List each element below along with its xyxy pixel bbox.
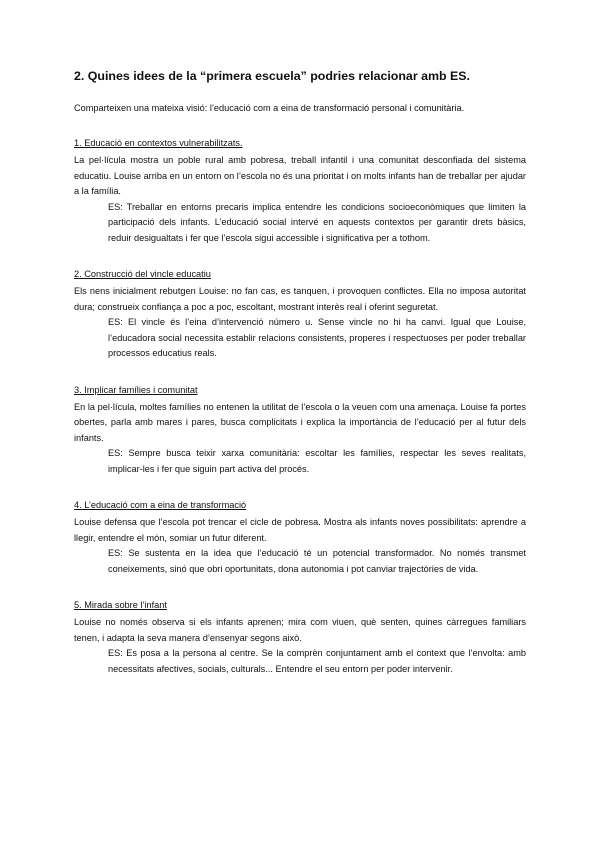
section-body: Els nens inicialment rebutgen Louise: no fan cas, es tanquen, i provoquen conflictes. Ella no imposa autoritat dura; construeix confiança a poc a poc, escoltant, mostrant interès real i oferint seguretat. xyxy=(74,286,526,312)
section-body: En la pel·lícula, moltes famílies no entenen la utilitat de l’escola o la veuen com una amenaça. Louise fa portes obertes, parla amb mares i pares, busca complicitats i explica la importància de l’educació per al futur dels infants. xyxy=(74,401,526,443)
section-es-note: ES: Es posa a la persona al centre. Se la comprèn conjuntament amb el context que l’envolta: amb necessitats afectives, socials, culturals... Entendre el seu entorn per poder intervenir. xyxy=(108,648,526,674)
section-5 xyxy=(74,599,526,677)
section-heading: 5. Mirada sobre l’infant xyxy=(74,600,167,610)
section-body: Louise no només observa si els infants aprenen; mira com viuen, què senten, quines càrregues familiars tenen, i adapta la seva manera d’ensenyar segons això. xyxy=(74,617,526,643)
section-body: La pel·lícula mostra un poble rural amb pobresa, treball infantil i una comunitat desconfiada del sistema educatiu. Louise arriba en un entorn on l’escola no és una prioritat i on molts infants han de treballar per ajudar a la família. xyxy=(74,155,526,196)
section-heading: 4. L’educació com a eina de transformació xyxy=(74,500,247,510)
section-body: Louise defensa que l’escola pot trencar el cicle de pobresa. Mostra als infants noves possibilitats: aprendre a llegir, entendre el món, somiar un futur diferent. xyxy=(74,517,526,543)
section-es-note: ES: Sempre busca teixir xarxa comunitària: escoltar les famílies, respectar les seves realitats, implicar-les i fer que siguin part activa del procés. xyxy=(108,448,526,474)
intro-paragraph: Comparteixen una mateixa visió: l’educació com a eina de transformació personal i comunitària. xyxy=(74,103,465,113)
section-4 xyxy=(74,499,526,577)
section-heading: 2. Construcció del vincle educatiu xyxy=(74,269,211,279)
section-es-note: ES: Treballar en entorns precaris implica entendre les condicions socioeconòmiques que limiten la participació dels infants. L’educació social intervé en aquests contextos per garantir drets bàsics, reduir desigualtats i fer que l’escola sigui accessible i significativa per a tothom. xyxy=(108,201,526,243)
section-1 xyxy=(74,137,526,246)
section-es-note: ES: Se sustenta en la idea que l’educació té un potencial transformador. No només transmet coneixements, sinó que obri oportunitats, dona autonomia i pot canviar trajectòries de vida. xyxy=(108,548,526,574)
section-heading: 1. Educació en contextos vulnerabilitzats. xyxy=(74,138,243,148)
section-2 xyxy=(74,268,526,362)
section-heading: 3. Implicar famílies i comunitat xyxy=(74,384,198,395)
document-title: 2. Quines idees de la “primera escuela” podries relacionar amb ES. xyxy=(74,69,470,83)
section-3 xyxy=(74,384,526,478)
section-es-note: ES: El vincle és l’eina d’intervenció número u. Sense vincle no hi ha canvi. Igual que Louise, l’educadora social necessita establir relacions consistents, properes i respectuoses per poder treballar processos educatius reals. xyxy=(108,317,526,358)
